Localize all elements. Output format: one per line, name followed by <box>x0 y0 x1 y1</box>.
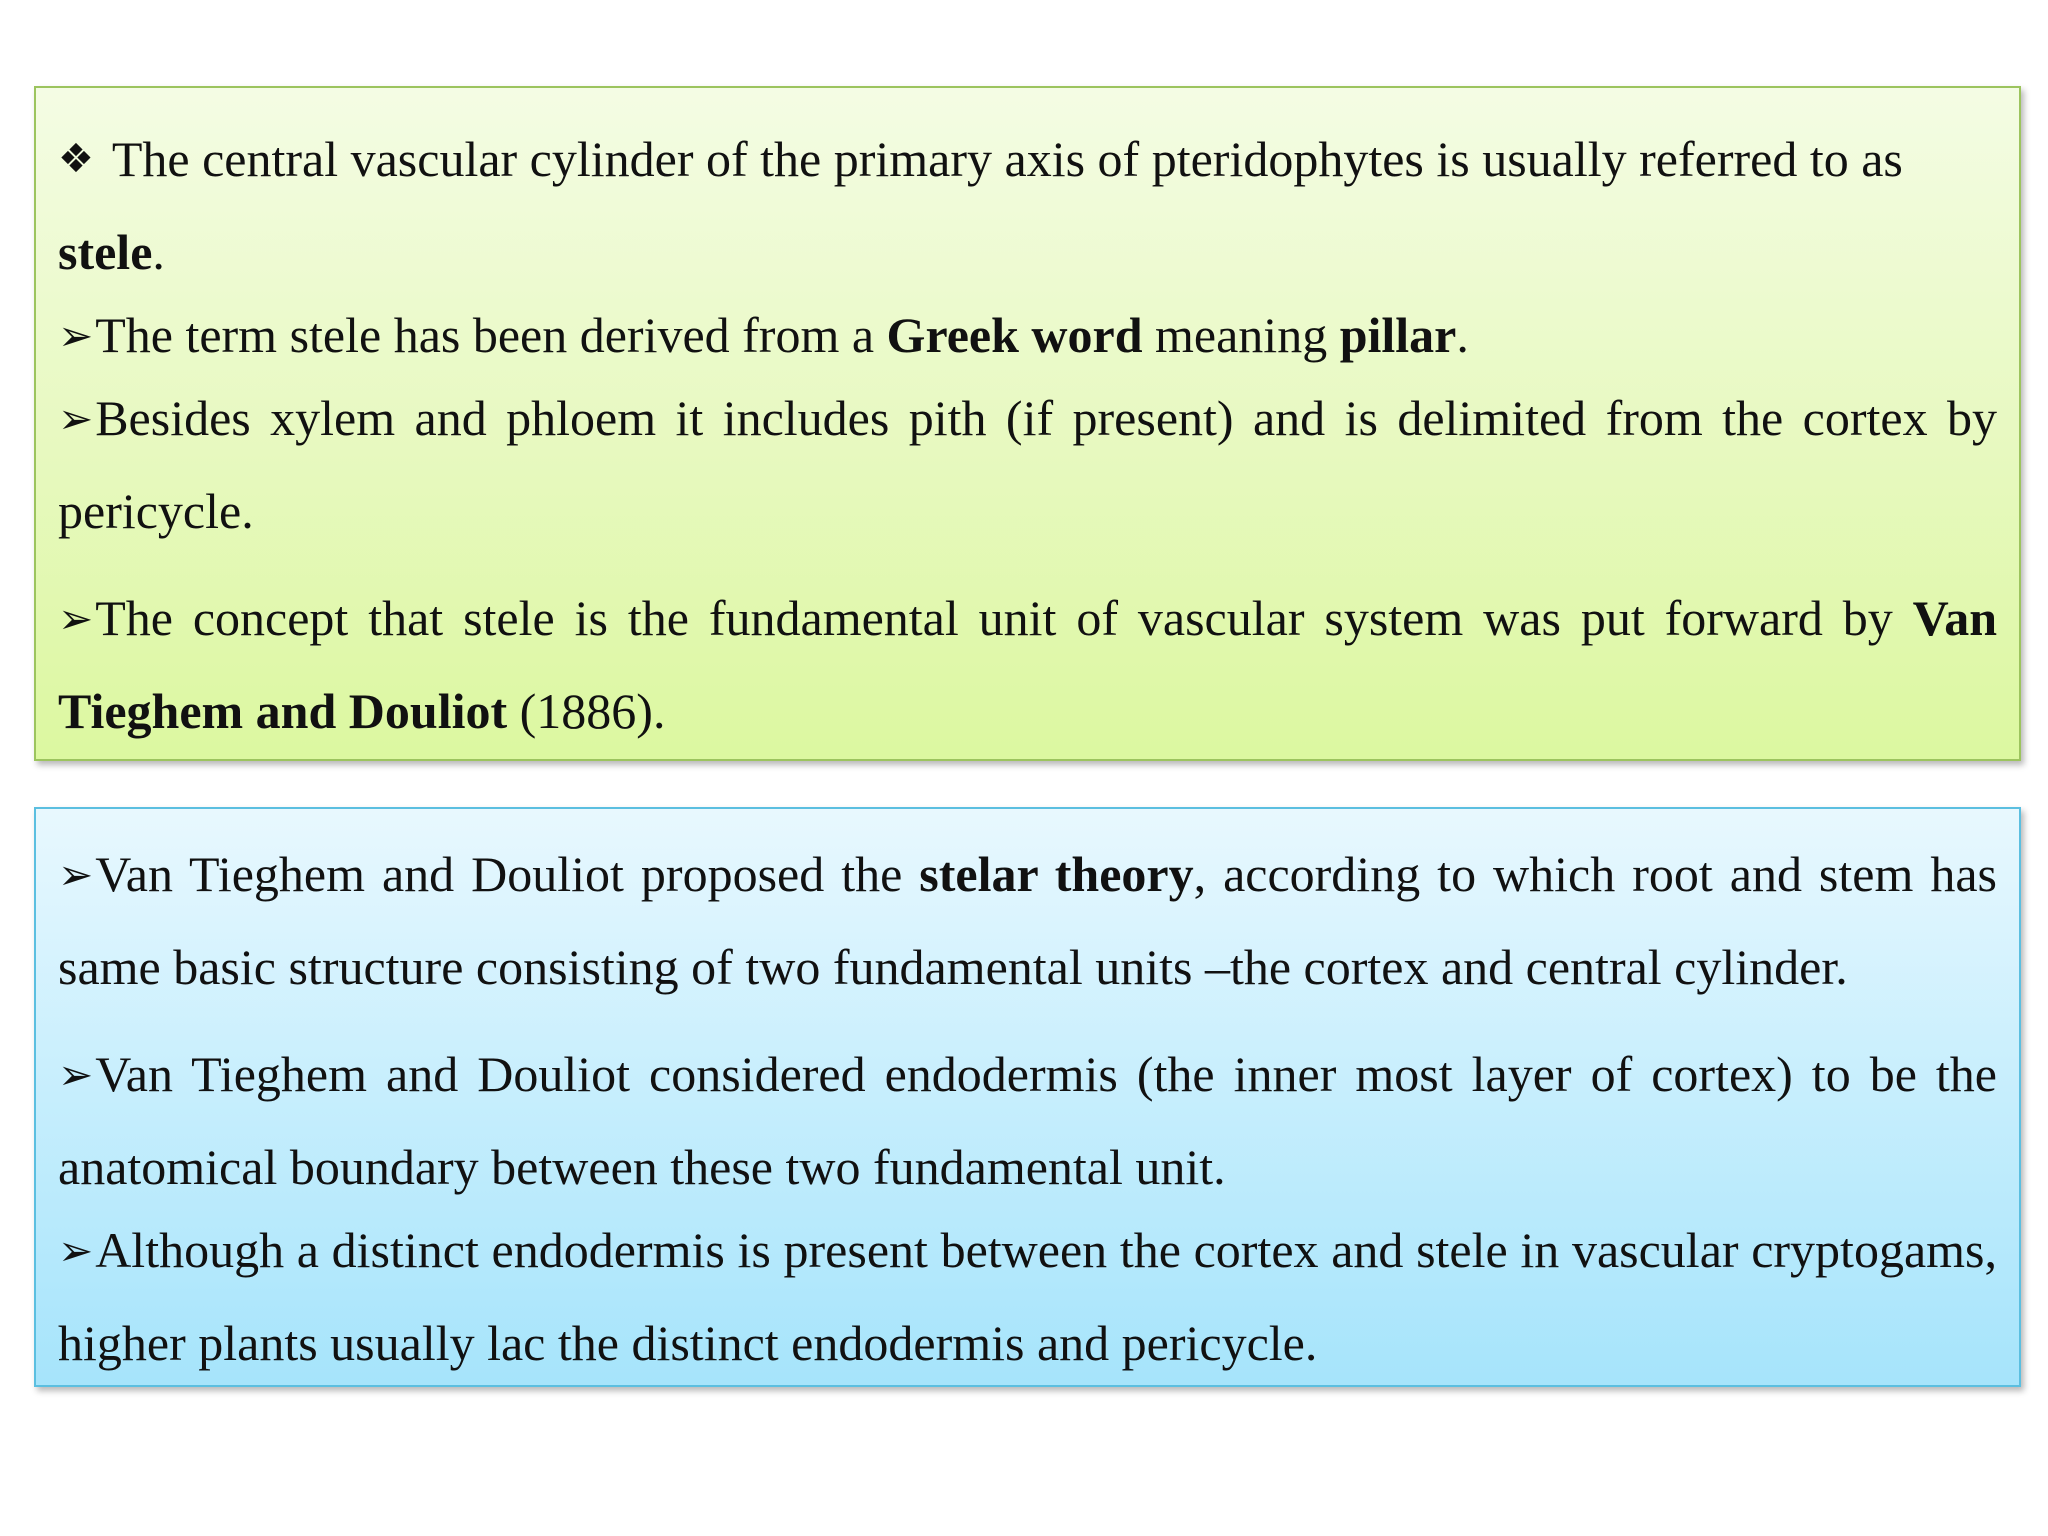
paragraph-endodermis-boundary <box>58 1028 1997 1214</box>
arrow-bullet-icon: ➢ <box>58 850 94 899</box>
stele-definition-content <box>58 113 1997 758</box>
stelar-theory-box <box>34 807 2021 1387</box>
stelar-theory-content <box>58 828 1997 1390</box>
paragraph-stele-definition <box>58 113 1997 299</box>
bold-term-stelar-theory: stelar theory <box>919 846 1194 902</box>
text: The concept that stele is the fundamental unit of vascular system was put forward by <box>95 590 1913 646</box>
text: Although a distinct endodermis is present between the cortex and stele in vascular cryptogams, higher plants usually lac the distinct endodermis and pericycle. <box>58 1222 1997 1371</box>
paragraph-stelar-theory <box>58 828 1997 1014</box>
text: The central vascular cylinder of the primary axis of pteridophytes is usually referred to as <box>111 131 1903 187</box>
text: Besides xylem and phloem it includes pith (if present) and is delimited from the cortex by pericycle. <box>58 390 1997 539</box>
text: meaning <box>1142 307 1340 363</box>
arrow-bullet-icon: ➢ <box>58 594 94 643</box>
bold-term-stele: stele <box>58 224 153 280</box>
paragraph-endodermis-presence <box>58 1204 1997 1390</box>
arrow-bullet-icon: ➢ <box>58 1226 94 1275</box>
text: The term stele has been derived from a <box>95 307 887 363</box>
text: (1886). <box>507 683 666 739</box>
text: Van Tieghem and Douliot considered endodermis (the inner most layer of cortex) to be the anatomical boundary between these two fundamental unit. <box>58 1046 1997 1195</box>
text: Van Tieghem and Douliot proposed the <box>95 846 920 902</box>
bold-term-van-tieghem-douliot: Van Tieghem and Douliot <box>58 590 1997 739</box>
diamond-bullet-icon: ❖ <box>58 136 94 182</box>
paragraph-stele-concept <box>58 572 1997 758</box>
arrow-bullet-icon: ➢ <box>58 311 94 360</box>
text: . <box>152 224 165 280</box>
text: . <box>1456 307 1469 363</box>
stele-definition-box <box>34 86 2021 761</box>
bold-term-greek-word: Greek word <box>886 307 1143 363</box>
arrow-bullet-icon: ➢ <box>58 394 94 443</box>
paragraph-stele-etymology <box>58 289 1997 382</box>
text: , according to which root and stem has same basic structure consisting of two fundamental units –the cortex and central cylinder. <box>58 846 1997 995</box>
arrow-bullet-icon: ➢ <box>58 1050 94 1099</box>
bold-term-pillar: pillar <box>1339 307 1457 363</box>
paragraph-stele-components <box>58 372 1997 558</box>
